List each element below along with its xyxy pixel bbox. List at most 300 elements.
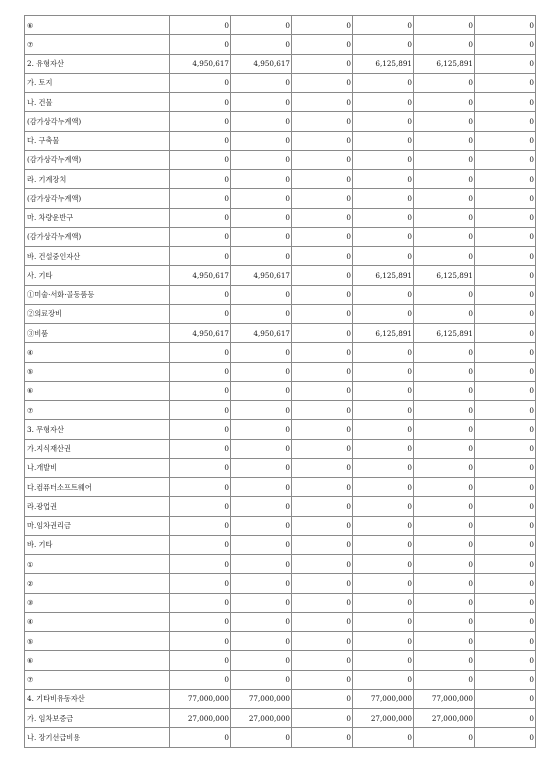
amount-cell: 0 bbox=[353, 227, 414, 246]
amount-cell: 0 bbox=[414, 285, 475, 304]
table-row bbox=[25, 401, 536, 420]
amount-cell: 0 bbox=[475, 612, 536, 631]
amount-cell: 0 bbox=[292, 324, 353, 343]
amount-cell: 6,125,891 bbox=[414, 266, 475, 285]
amount-cell: 0 bbox=[353, 131, 414, 150]
table-row bbox=[25, 458, 536, 477]
amount-cell: 0 bbox=[414, 670, 475, 689]
amount-cell: 0 bbox=[475, 497, 536, 516]
amount-cell: 0 bbox=[231, 555, 292, 574]
row-label: ⑥ bbox=[25, 381, 170, 400]
amount-cell: 4,950,617 bbox=[231, 54, 292, 73]
amount-cell: 0 bbox=[475, 458, 536, 477]
amount-cell: 6,125,891 bbox=[414, 324, 475, 343]
amount-cell: 0 bbox=[292, 247, 353, 266]
amount-cell: 0 bbox=[231, 439, 292, 458]
amount-cell: 0 bbox=[353, 497, 414, 516]
amount-cell: 0 bbox=[292, 343, 353, 362]
amount-cell: 0 bbox=[475, 93, 536, 112]
amount-cell: 0 bbox=[170, 439, 231, 458]
amount-cell: 0 bbox=[292, 632, 353, 651]
amount-cell: 0 bbox=[353, 112, 414, 131]
amount-cell: 0 bbox=[292, 73, 353, 92]
amount-cell: 0 bbox=[414, 16, 475, 35]
amount-cell: 0 bbox=[170, 170, 231, 189]
amount-cell: 0 bbox=[414, 458, 475, 477]
amount-cell: 0 bbox=[170, 458, 231, 477]
table-row bbox=[25, 439, 536, 458]
amount-cell: 0 bbox=[292, 401, 353, 420]
amount-cell: 0 bbox=[170, 574, 231, 593]
amount-cell: 0 bbox=[353, 535, 414, 554]
amount-cell: 0 bbox=[475, 170, 536, 189]
amount-cell: 0 bbox=[414, 535, 475, 554]
amount-cell: 0 bbox=[292, 170, 353, 189]
amount-cell: 0 bbox=[231, 343, 292, 362]
row-label: ⑤ bbox=[25, 362, 170, 381]
amount-cell: 0 bbox=[414, 497, 475, 516]
table-row bbox=[25, 670, 536, 689]
amount-cell: 0 bbox=[353, 150, 414, 169]
amount-cell: 0 bbox=[231, 131, 292, 150]
amount-cell: 0 bbox=[475, 709, 536, 728]
amount-cell: 0 bbox=[475, 208, 536, 227]
amount-cell: 0 bbox=[353, 632, 414, 651]
row-label: ⑥ bbox=[25, 16, 170, 35]
row-label: ③ bbox=[25, 593, 170, 612]
row-label: ④ bbox=[25, 343, 170, 362]
table-row bbox=[25, 555, 536, 574]
amount-cell: 0 bbox=[475, 439, 536, 458]
table-row bbox=[25, 304, 536, 323]
amount-cell: 0 bbox=[353, 420, 414, 439]
table-row bbox=[25, 35, 536, 54]
row-label: ④ bbox=[25, 612, 170, 631]
amount-cell: 0 bbox=[292, 112, 353, 131]
amount-cell: 0 bbox=[292, 16, 353, 35]
row-label: (감가상각누계액) bbox=[25, 189, 170, 208]
amount-cell: 6,125,891 bbox=[353, 324, 414, 343]
amount-cell: 0 bbox=[353, 670, 414, 689]
row-label: ⑦ bbox=[25, 35, 170, 54]
amount-cell: 0 bbox=[475, 324, 536, 343]
amount-cell: 0 bbox=[292, 285, 353, 304]
amount-cell: 4,950,617 bbox=[170, 324, 231, 343]
amount-cell: 0 bbox=[170, 651, 231, 670]
amount-cell: 0 bbox=[353, 247, 414, 266]
amount-cell: 0 bbox=[231, 632, 292, 651]
amount-cell: 6,125,891 bbox=[353, 266, 414, 285]
table-row bbox=[25, 324, 536, 343]
amount-cell: 0 bbox=[292, 439, 353, 458]
amount-cell: 0 bbox=[414, 555, 475, 574]
amount-cell: 0 bbox=[353, 458, 414, 477]
amount-cell: 0 bbox=[414, 516, 475, 535]
row-label: (감가상각누계액) bbox=[25, 112, 170, 131]
amount-cell: 0 bbox=[170, 343, 231, 362]
amount-cell: 0 bbox=[170, 16, 231, 35]
table-row bbox=[25, 689, 536, 708]
asset-table-body bbox=[25, 16, 536, 748]
amount-cell: 0 bbox=[170, 612, 231, 631]
amount-cell: 0 bbox=[353, 362, 414, 381]
amount-cell: 0 bbox=[475, 247, 536, 266]
amount-cell: 0 bbox=[231, 170, 292, 189]
row-label: ② bbox=[25, 574, 170, 593]
amount-cell: 0 bbox=[414, 208, 475, 227]
row-label: 4. 기타비유동자산 bbox=[25, 689, 170, 708]
amount-cell: 0 bbox=[292, 535, 353, 554]
amount-cell: 0 bbox=[170, 497, 231, 516]
amount-cell: 0 bbox=[170, 401, 231, 420]
row-label: 마. 차량운반구 bbox=[25, 208, 170, 227]
amount-cell: 0 bbox=[414, 247, 475, 266]
amount-cell: 27,000,000 bbox=[353, 709, 414, 728]
amount-cell: 0 bbox=[231, 227, 292, 246]
row-label: ⑦ bbox=[25, 401, 170, 420]
amount-cell: 0 bbox=[170, 208, 231, 227]
amount-cell: 0 bbox=[475, 73, 536, 92]
amount-cell: 0 bbox=[292, 54, 353, 73]
amount-cell: 0 bbox=[353, 439, 414, 458]
row-label: ③비품 bbox=[25, 324, 170, 343]
amount-cell: 0 bbox=[231, 670, 292, 689]
amount-cell: 0 bbox=[292, 131, 353, 150]
row-label: ① bbox=[25, 555, 170, 574]
amount-cell: 0 bbox=[292, 266, 353, 285]
amount-cell: 77,000,000 bbox=[170, 689, 231, 708]
row-label: 다.컴퓨터소프트웨어 bbox=[25, 478, 170, 497]
amount-cell: 0 bbox=[170, 247, 231, 266]
amount-cell: 0 bbox=[292, 651, 353, 670]
amount-cell: 0 bbox=[353, 93, 414, 112]
amount-cell: 0 bbox=[475, 593, 536, 612]
amount-cell: 77,000,000 bbox=[414, 689, 475, 708]
amount-cell: 0 bbox=[231, 16, 292, 35]
amount-cell: 0 bbox=[414, 189, 475, 208]
amount-cell: 0 bbox=[231, 535, 292, 554]
amount-cell: 27,000,000 bbox=[231, 709, 292, 728]
amount-cell: 0 bbox=[475, 535, 536, 554]
row-label: 나. 건물 bbox=[25, 93, 170, 112]
amount-cell: 0 bbox=[170, 131, 231, 150]
amount-cell: 0 bbox=[475, 16, 536, 35]
amount-cell: 0 bbox=[475, 227, 536, 246]
row-label: (감가상각누계액) bbox=[25, 150, 170, 169]
amount-cell: 0 bbox=[231, 728, 292, 747]
row-label: 나. 장기선급비용 bbox=[25, 728, 170, 747]
amount-cell: 27,000,000 bbox=[170, 709, 231, 728]
table-row bbox=[25, 381, 536, 400]
amount-cell: 0 bbox=[414, 150, 475, 169]
amount-cell: 0 bbox=[353, 343, 414, 362]
amount-cell: 0 bbox=[475, 381, 536, 400]
amount-cell: 0 bbox=[414, 728, 475, 747]
amount-cell: 0 bbox=[231, 574, 292, 593]
table-row bbox=[25, 420, 536, 439]
amount-cell: 0 bbox=[414, 73, 475, 92]
amount-cell: 0 bbox=[475, 54, 536, 73]
table-row bbox=[25, 478, 536, 497]
amount-cell: 0 bbox=[170, 728, 231, 747]
amount-cell: 0 bbox=[231, 93, 292, 112]
table-row bbox=[25, 73, 536, 92]
amount-cell: 0 bbox=[170, 362, 231, 381]
amount-cell: 0 bbox=[231, 189, 292, 208]
amount-cell: 0 bbox=[231, 458, 292, 477]
amount-cell: 0 bbox=[170, 670, 231, 689]
amount-cell: 0 bbox=[353, 189, 414, 208]
amount-cell: 0 bbox=[353, 35, 414, 54]
amount-cell: 0 bbox=[292, 208, 353, 227]
amount-cell: 0 bbox=[353, 516, 414, 535]
table-row bbox=[25, 227, 536, 246]
amount-cell: 0 bbox=[170, 112, 231, 131]
row-label: 바. 건설중인자산 bbox=[25, 247, 170, 266]
amount-cell: 0 bbox=[475, 112, 536, 131]
amount-cell: 0 bbox=[353, 16, 414, 35]
amount-cell: 0 bbox=[475, 35, 536, 54]
table-row bbox=[25, 593, 536, 612]
amount-cell: 0 bbox=[170, 150, 231, 169]
amount-cell: 0 bbox=[170, 381, 231, 400]
amount-cell: 0 bbox=[170, 93, 231, 112]
row-label: ①미술·서화·골동품등 bbox=[25, 285, 170, 304]
amount-cell: 0 bbox=[353, 285, 414, 304]
amount-cell: 0 bbox=[414, 478, 475, 497]
row-label: 사. 기타 bbox=[25, 266, 170, 285]
amount-cell: 0 bbox=[414, 381, 475, 400]
amount-cell: 0 bbox=[414, 131, 475, 150]
amount-cell: 0 bbox=[414, 593, 475, 612]
amount-cell: 0 bbox=[292, 478, 353, 497]
row-label: ②의료장비 bbox=[25, 304, 170, 323]
amount-cell: 0 bbox=[475, 189, 536, 208]
amount-cell: 0 bbox=[292, 458, 353, 477]
amount-cell: 27,000,000 bbox=[414, 709, 475, 728]
amount-cell: 0 bbox=[475, 343, 536, 362]
amount-cell: 0 bbox=[353, 651, 414, 670]
table-row bbox=[25, 93, 536, 112]
amount-cell: 0 bbox=[414, 420, 475, 439]
table-row bbox=[25, 709, 536, 728]
amount-cell: 0 bbox=[292, 555, 353, 574]
amount-cell: 0 bbox=[353, 728, 414, 747]
amount-cell: 0 bbox=[414, 112, 475, 131]
row-label: 라.광업권 bbox=[25, 497, 170, 516]
amount-cell: 0 bbox=[475, 150, 536, 169]
amount-cell: 0 bbox=[475, 362, 536, 381]
row-label: ⑥ bbox=[25, 651, 170, 670]
amount-cell: 0 bbox=[353, 208, 414, 227]
amount-cell: 0 bbox=[353, 73, 414, 92]
table-row bbox=[25, 247, 536, 266]
amount-cell: 0 bbox=[414, 304, 475, 323]
amount-cell: 0 bbox=[231, 112, 292, 131]
amount-cell: 0 bbox=[414, 170, 475, 189]
amount-cell: 0 bbox=[414, 362, 475, 381]
amount-cell: 0 bbox=[292, 304, 353, 323]
amount-cell: 4,950,617 bbox=[170, 266, 231, 285]
amount-cell: 0 bbox=[170, 420, 231, 439]
amount-cell: 0 bbox=[292, 35, 353, 54]
amount-cell: 0 bbox=[353, 555, 414, 574]
amount-cell: 0 bbox=[292, 150, 353, 169]
amount-cell: 0 bbox=[414, 632, 475, 651]
amount-cell: 0 bbox=[353, 304, 414, 323]
table-row bbox=[25, 535, 536, 554]
table-row bbox=[25, 54, 536, 73]
amount-cell: 0 bbox=[231, 381, 292, 400]
table-row bbox=[25, 651, 536, 670]
amount-cell: 0 bbox=[231, 478, 292, 497]
amount-cell: 0 bbox=[231, 35, 292, 54]
amount-cell: 0 bbox=[475, 131, 536, 150]
table-row bbox=[25, 170, 536, 189]
amount-cell: 4,950,617 bbox=[231, 324, 292, 343]
amount-cell: 0 bbox=[292, 516, 353, 535]
amount-cell: 0 bbox=[475, 478, 536, 497]
amount-cell: 0 bbox=[475, 516, 536, 535]
amount-cell: 0 bbox=[292, 497, 353, 516]
amount-cell: 0 bbox=[353, 381, 414, 400]
amount-cell: 0 bbox=[231, 247, 292, 266]
amount-cell: 4,950,617 bbox=[231, 266, 292, 285]
amount-cell: 0 bbox=[414, 93, 475, 112]
table-row bbox=[25, 516, 536, 535]
amount-cell: 0 bbox=[475, 266, 536, 285]
table-row bbox=[25, 16, 536, 35]
row-label: 라. 기계장치 bbox=[25, 170, 170, 189]
table-row bbox=[25, 728, 536, 747]
amount-cell: 0 bbox=[475, 670, 536, 689]
row-label: 가.지식재산권 bbox=[25, 439, 170, 458]
amount-cell: 0 bbox=[353, 574, 414, 593]
amount-cell: 0 bbox=[475, 651, 536, 670]
amount-cell: 0 bbox=[353, 401, 414, 420]
amount-cell: 0 bbox=[292, 362, 353, 381]
amount-cell: 0 bbox=[292, 574, 353, 593]
amount-cell: 0 bbox=[414, 439, 475, 458]
amount-cell: 0 bbox=[475, 285, 536, 304]
row-label: 가. 토지 bbox=[25, 73, 170, 92]
amount-cell: 6,125,891 bbox=[414, 54, 475, 73]
amount-cell: 0 bbox=[475, 632, 536, 651]
amount-cell: 0 bbox=[292, 420, 353, 439]
amount-cell: 0 bbox=[170, 593, 231, 612]
amount-cell: 0 bbox=[292, 93, 353, 112]
amount-cell: 0 bbox=[475, 728, 536, 747]
amount-cell: 0 bbox=[414, 612, 475, 631]
amount-cell: 0 bbox=[414, 343, 475, 362]
table-row bbox=[25, 632, 536, 651]
table-row bbox=[25, 189, 536, 208]
amount-cell: 0 bbox=[231, 362, 292, 381]
row-label: 바. 기타 bbox=[25, 535, 170, 554]
amount-cell: 0 bbox=[231, 516, 292, 535]
amount-cell: 0 bbox=[292, 593, 353, 612]
amount-cell: 0 bbox=[170, 35, 231, 54]
amount-cell: 0 bbox=[170, 189, 231, 208]
table-row bbox=[25, 574, 536, 593]
row-label: 2. 유형자산 bbox=[25, 54, 170, 73]
amount-cell: 0 bbox=[170, 516, 231, 535]
amount-cell: 0 bbox=[170, 227, 231, 246]
amount-cell: 0 bbox=[475, 574, 536, 593]
table-row bbox=[25, 266, 536, 285]
amount-cell: 0 bbox=[353, 593, 414, 612]
amount-cell: 0 bbox=[231, 401, 292, 420]
table-row bbox=[25, 285, 536, 304]
amount-cell: 0 bbox=[292, 612, 353, 631]
table-row bbox=[25, 343, 536, 362]
amount-cell: 0 bbox=[292, 670, 353, 689]
amount-cell: 0 bbox=[170, 555, 231, 574]
amount-cell: 0 bbox=[170, 478, 231, 497]
amount-cell: 0 bbox=[353, 170, 414, 189]
amount-cell: 0 bbox=[414, 651, 475, 670]
amount-cell: 0 bbox=[414, 227, 475, 246]
amount-cell: 0 bbox=[231, 497, 292, 516]
row-label: ⑤ bbox=[25, 632, 170, 651]
amount-cell: 0 bbox=[170, 535, 231, 554]
amount-cell: 0 bbox=[231, 208, 292, 227]
amount-cell: 0 bbox=[292, 381, 353, 400]
amount-cell: 6,125,891 bbox=[353, 54, 414, 73]
table-row bbox=[25, 150, 536, 169]
table-row bbox=[25, 208, 536, 227]
amount-cell: 0 bbox=[292, 709, 353, 728]
amount-cell: 0 bbox=[231, 420, 292, 439]
table-row bbox=[25, 612, 536, 631]
amount-cell: 0 bbox=[231, 593, 292, 612]
asset-table bbox=[24, 15, 536, 748]
amount-cell: 0 bbox=[231, 150, 292, 169]
amount-cell: 0 bbox=[231, 612, 292, 631]
amount-cell: 0 bbox=[231, 651, 292, 670]
amount-cell: 0 bbox=[170, 73, 231, 92]
amount-cell: 77,000,000 bbox=[231, 689, 292, 708]
row-label: 다. 구축물 bbox=[25, 131, 170, 150]
amount-cell: 0 bbox=[292, 728, 353, 747]
amount-cell: 0 bbox=[414, 401, 475, 420]
amount-cell: 0 bbox=[475, 689, 536, 708]
amount-cell: 0 bbox=[414, 574, 475, 593]
table-row bbox=[25, 497, 536, 516]
amount-cell: 77,000,000 bbox=[353, 689, 414, 708]
amount-cell: 0 bbox=[292, 689, 353, 708]
table-row bbox=[25, 112, 536, 131]
table-row bbox=[25, 362, 536, 381]
amount-cell: 0 bbox=[475, 420, 536, 439]
amount-cell: 0 bbox=[170, 285, 231, 304]
row-label: (감가상각누계액) bbox=[25, 227, 170, 246]
amount-cell: 0 bbox=[353, 612, 414, 631]
amount-cell: 0 bbox=[231, 285, 292, 304]
amount-cell: 0 bbox=[170, 632, 231, 651]
row-label: 마.임차권리금 bbox=[25, 516, 170, 535]
amount-cell: 0 bbox=[231, 73, 292, 92]
amount-cell: 0 bbox=[475, 555, 536, 574]
amount-cell: 0 bbox=[292, 189, 353, 208]
amount-cell: 0 bbox=[353, 478, 414, 497]
table-row bbox=[25, 131, 536, 150]
row-label: 3. 무형자산 bbox=[25, 420, 170, 439]
amount-cell: 4,950,617 bbox=[170, 54, 231, 73]
amount-cell: 0 bbox=[475, 401, 536, 420]
amount-cell: 0 bbox=[292, 227, 353, 246]
amount-cell: 0 bbox=[414, 35, 475, 54]
